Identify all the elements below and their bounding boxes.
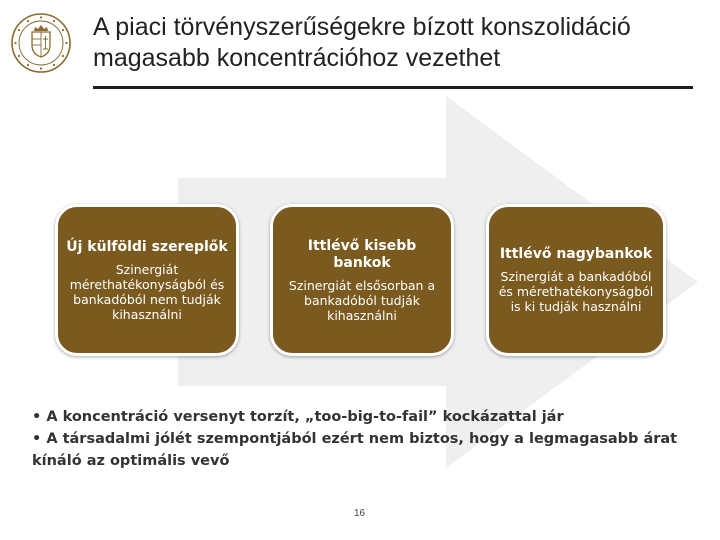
card-new-foreign-players xyxy=(55,204,239,356)
bullet-item-1: • A koncentráció versenyt torzít, „too-big-to-fail” kockázattal jár xyxy=(32,409,564,425)
page-number: 16 xyxy=(354,508,366,519)
card-body: Szinergiát a bankadóból és mérethatékonyságból is ki tudják használni xyxy=(498,269,654,314)
slide-title-line-1: A piaci törvényszerűségekre bízott konszolidáció xyxy=(93,13,631,41)
card-heading: Ittlévő kisebb bankok xyxy=(307,237,417,271)
slide-title-line-2: magasabb koncentrációhoz vezethet xyxy=(93,44,501,72)
card-existing-large-banks xyxy=(486,204,666,356)
card-existing-smaller-banks xyxy=(270,204,454,356)
card-body: Szinergiát mérethatékonyságból és bankadóból nem tudják kihasználni xyxy=(69,261,225,322)
card-heading: Új külföldi szereplők xyxy=(66,238,228,255)
card-body: Szinergiát elsősorban a bankadóból tudják kihasználni xyxy=(288,277,436,323)
bullet-item-2-line-1: • A társadalmi jólét szempontjából ezért nem biztos, hogy a legmagasabb árat xyxy=(32,431,678,447)
bullet-list xyxy=(32,406,702,472)
card-heading: Ittlévő nagybankok xyxy=(499,246,653,262)
bullet-item-2-line-2: kínáló az optimális vevő xyxy=(32,453,230,469)
